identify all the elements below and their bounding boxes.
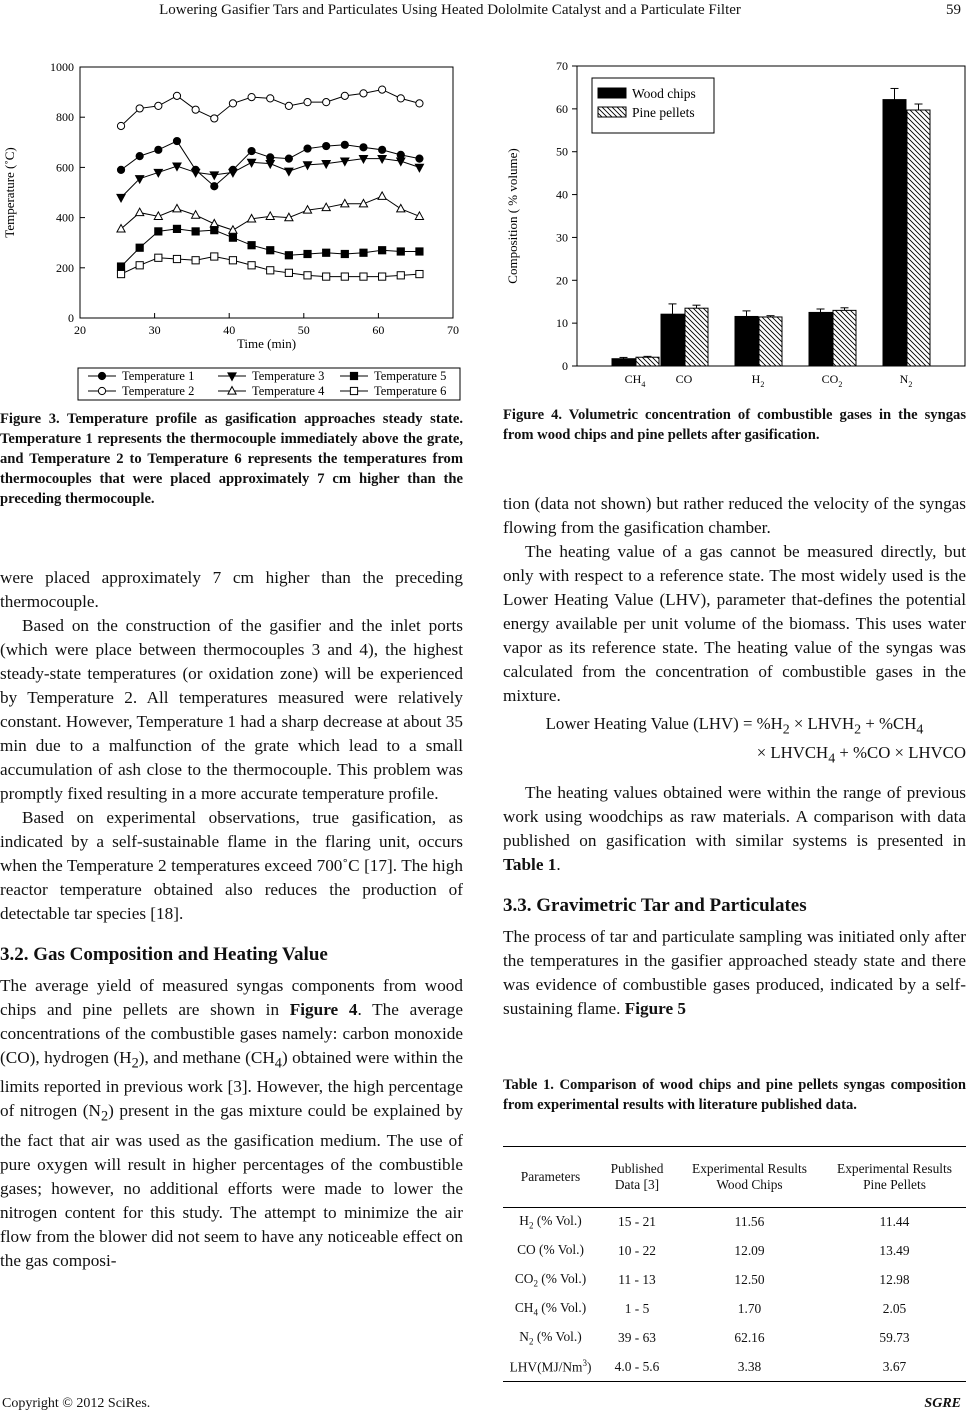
figure3-caption: Figure 3. Temperature profile as gasification approaches steady state. Temperature 1 represents the thermocouple immediately above the grate, and Temperature 2 to Temperature 6 represents the temperatures from thermocouples that were placed approximately 7 cm higher than the preceding thermocouple. bbox=[0, 411, 463, 507]
category-label: $N_2$ bbox=[899, 372, 913, 389]
table-row bbox=[503, 1353, 966, 1382]
series-3 bbox=[117, 156, 424, 202]
legend-label: Temperature 2 bbox=[122, 384, 195, 398]
x-tick-label: 60 bbox=[372, 323, 385, 337]
bar bbox=[833, 310, 856, 366]
paragraph: The heating values obtained were within the range of previous work using woodchips as raw materials. A comparison with data published on gasification with similar systems is presented in Table 1. bbox=[503, 782, 966, 874]
data-point bbox=[155, 254, 162, 261]
data-point bbox=[397, 248, 404, 255]
data-point bbox=[323, 99, 330, 106]
data-point bbox=[211, 253, 218, 260]
data-point bbox=[229, 100, 236, 107]
data-point bbox=[416, 155, 423, 162]
data-point bbox=[285, 168, 293, 176]
right-column bbox=[503, 492, 966, 1021]
page-header bbox=[0, 0, 969, 24]
data-point bbox=[378, 192, 386, 200]
legend-label: Wood chips bbox=[632, 86, 696, 101]
table-body bbox=[503, 1208, 966, 1382]
data-point bbox=[211, 183, 218, 190]
bar bbox=[661, 314, 684, 366]
cell-pine: 12.98 bbox=[879, 1272, 910, 1287]
data-point bbox=[266, 212, 274, 220]
data-point bbox=[136, 244, 143, 251]
legend-label: Temperature 3 bbox=[252, 369, 325, 383]
table-row bbox=[503, 1295, 966, 1324]
data-point bbox=[117, 166, 124, 173]
data-point bbox=[136, 208, 144, 216]
data-point bbox=[192, 228, 199, 235]
y-tick-label: 600 bbox=[56, 160, 74, 175]
bar bbox=[809, 312, 832, 366]
data-point bbox=[248, 147, 255, 154]
data-point bbox=[285, 252, 292, 259]
figure-reference[interactable]: Figure 4 bbox=[289, 1000, 358, 1019]
data-point bbox=[211, 115, 218, 122]
cell-wood: 3.38 bbox=[737, 1358, 762, 1374]
data-point bbox=[416, 270, 423, 277]
cell-published: 39 - 63 bbox=[618, 1330, 656, 1345]
section-heading: 3.2. Gas Composition and Heating Value bbox=[0, 944, 328, 965]
data-point bbox=[248, 262, 255, 269]
copyright: Copyright © 2012 SciRes. bbox=[2, 1396, 151, 1411]
data-point bbox=[210, 172, 218, 180]
y-axis-label: Composition ( % volume) bbox=[505, 148, 520, 284]
data-point bbox=[360, 249, 367, 256]
data-point bbox=[155, 102, 162, 109]
figure3-series bbox=[117, 86, 424, 280]
data-point bbox=[416, 248, 423, 255]
data-point bbox=[415, 164, 423, 172]
data-point bbox=[379, 247, 386, 254]
data-point bbox=[341, 273, 348, 280]
data-point bbox=[173, 225, 180, 232]
data-point bbox=[267, 154, 274, 161]
series-6 bbox=[117, 253, 423, 280]
y-tick-label: 40 bbox=[556, 187, 568, 202]
bar bbox=[759, 317, 782, 366]
y-tick-label: 1000 bbox=[50, 60, 74, 74]
data-point bbox=[304, 250, 311, 257]
data-point bbox=[341, 92, 348, 99]
data-point bbox=[397, 272, 404, 279]
data-point bbox=[397, 95, 404, 102]
data-point bbox=[173, 92, 180, 99]
cell-parameter: LHV(MJ/Nm$^3$) bbox=[509, 1358, 592, 1375]
data-point bbox=[173, 255, 180, 262]
table-row bbox=[503, 1208, 966, 1237]
data-point bbox=[323, 273, 330, 280]
header-pine: Experimental Results Pine Pellets bbox=[837, 1161, 952, 1192]
legend-label: Temperature 5 bbox=[374, 369, 447, 383]
table-reference[interactable]: Table 1 bbox=[503, 854, 557, 874]
data-point bbox=[397, 151, 404, 158]
figure3-chart bbox=[0, 55, 470, 405]
data-point bbox=[117, 263, 124, 270]
cell-pine: 3.67 bbox=[882, 1358, 907, 1374]
paragraph: tion (data not shown) but rather reduced the velocity of the syngas flowing from the gasification chamber. bbox=[503, 494, 966, 537]
data-point bbox=[155, 146, 162, 153]
data-point bbox=[117, 194, 125, 202]
data-point bbox=[379, 146, 386, 153]
data-point bbox=[350, 387, 357, 394]
data-point bbox=[397, 204, 405, 212]
data-point bbox=[304, 272, 311, 279]
y-axis-label: Temperature (˚C) bbox=[2, 147, 17, 238]
data-point bbox=[285, 155, 292, 162]
data-point bbox=[228, 387, 236, 395]
data-point bbox=[117, 224, 125, 232]
y-tick-label: 10 bbox=[556, 316, 568, 331]
cell-parameter: CO (% Vol.) bbox=[517, 1242, 584, 1258]
bar bbox=[735, 316, 758, 366]
data-point bbox=[192, 106, 199, 113]
cell-wood: 11.56 bbox=[734, 1214, 765, 1230]
cell-pine: 11.44 bbox=[879, 1214, 910, 1230]
data-point bbox=[136, 262, 143, 269]
figure3-legend bbox=[78, 368, 460, 400]
data-point bbox=[379, 273, 386, 280]
legend-label: Temperature 4 bbox=[252, 384, 325, 398]
table1 bbox=[503, 1146, 966, 1382]
data-point bbox=[285, 102, 292, 109]
data-point bbox=[341, 141, 348, 148]
x-tick-label: 20 bbox=[74, 323, 86, 337]
cell-published: 4.0 - 5.6 bbox=[614, 1358, 660, 1374]
data-point bbox=[360, 144, 367, 151]
table-row bbox=[503, 1266, 966, 1295]
y-tick-label: 0 bbox=[68, 311, 74, 325]
running-title: Lowering Gasifier Tars and Particulates Using Heated Dololmite Catalyst and a Particulate Filter bbox=[159, 2, 741, 18]
bar bbox=[636, 357, 659, 366]
section-heading: 3.3. Gravimetric Tar and Particulates bbox=[503, 894, 807, 916]
cell-parameter: $CO_2$ (% Vol.) bbox=[514, 1271, 587, 1289]
cell-wood: 62.16 bbox=[734, 1330, 765, 1345]
page-number: 59 bbox=[946, 2, 961, 18]
cell-published: 1 - 5 bbox=[624, 1301, 650, 1316]
data-point bbox=[267, 95, 274, 102]
data-point bbox=[228, 373, 236, 381]
data-point bbox=[304, 145, 311, 152]
cell-pine: 59.73 bbox=[879, 1330, 910, 1345]
data-point bbox=[323, 142, 330, 149]
bar bbox=[883, 100, 906, 366]
x-axis-label: Time (min) bbox=[236, 336, 297, 351]
y-tick-label: 400 bbox=[56, 210, 74, 225]
data-point bbox=[173, 204, 181, 212]
data-point bbox=[248, 94, 255, 101]
category-label: CO bbox=[675, 372, 693, 386]
data-point bbox=[304, 99, 311, 106]
data-point bbox=[136, 105, 143, 112]
y-tick-label: 50 bbox=[556, 144, 568, 159]
category-label: $CH_4$ bbox=[624, 372, 646, 389]
data-point bbox=[98, 387, 105, 394]
data-point bbox=[173, 137, 180, 144]
equation-line: × $LHVCH_4 + \%CO$ × LHVCO bbox=[756, 743, 966, 767]
legend-label: Pine pellets bbox=[632, 105, 695, 120]
figure4-caption: Figure 4. Volumetric concentration of combustible gases in the syngas from wood chips and pine pellets after gasification. bbox=[503, 407, 966, 443]
y-tick-label: 200 bbox=[56, 260, 74, 275]
data-point bbox=[248, 242, 255, 249]
cell-pine: 13.49 bbox=[879, 1243, 910, 1258]
paragraph: The average yield of measured syngas components from wood chips and pine pellets are shown in Figure 4. The average concentrations of the combustible gases namely: carbon monoxide (CO), hydrogen $(H_2)$, and methane $(CH_4)$ obtained were within the limits reported in previous work [3]. However, the high percentage of nitrogen $(N_2)$ present in the gas mixture could be explained by the fact that air was used as the gasification medium. The use of pure oxygen will result in higher percentages of the combustible gases; however, no additional efforts were made to lower the nitrogen content for this study. The attempt to minimize the air flow from the blower did not seem to have any noticeable effect on the gas composi- bbox=[0, 976, 464, 1270]
data-point bbox=[267, 267, 274, 274]
data-point bbox=[341, 199, 349, 207]
paragraph: The heating value of a gas cannot be measured directly, but only with respect to a reference state. The most widely used is the Lower Heating Value (LHV), parameter that-defines the potential energy available per unit volume of the biomass. This uses water vapor as its reference state. The heating value of the syngas was calculated from the concentration of combustible gases in the mixture. bbox=[503, 542, 966, 705]
category-label: $CO_2$ bbox=[821, 372, 843, 389]
series-4 bbox=[117, 192, 424, 233]
header-published: Published Data [3] bbox=[610, 1161, 664, 1192]
x-tick-label: 30 bbox=[148, 323, 161, 337]
cell-pine: 2.05 bbox=[882, 1301, 907, 1316]
cell-wood: 1.70 bbox=[737, 1301, 762, 1316]
paragraph: Based on the construction of the gasifier and the inlet ports (which were place between thermocouples 3 and 4), the highest steady-state temperatures (or oxidation zone) will be experienced by Temperature 2. All temperatures measured were relatively constant. However, Temperature 1 had a sharp decrease at about 35 min due to a malfunction of the grate which lead to a small accumulation of ash close to the thermocouple. This problem was promptly fixed resulting in a more accurate temperature profile. bbox=[0, 616, 463, 803]
category-label: $H_2$ bbox=[751, 372, 765, 389]
data-point bbox=[210, 219, 218, 227]
left-column bbox=[0, 566, 463, 1273]
paragraph: Based on experimental observations, true gasification, as indicated by a self-sustainable flame in the flaring unit, occurs when the Temperature 2 temperatures exceed 700˚C [17]. The high reactor temperature obtained also reduces the production of detectable tar species [18]. bbox=[0, 808, 463, 923]
data-point bbox=[229, 234, 236, 241]
data-point bbox=[117, 122, 124, 129]
equation-line: Lower Heating Value $(LHV) = \%H_2$ × $LHVH_2 + \%CH_4$ bbox=[545, 714, 924, 738]
y-tick-label: 20 bbox=[556, 273, 568, 288]
cell-published: 15 - 21 bbox=[618, 1214, 656, 1230]
figure4-chart bbox=[500, 55, 969, 400]
cell-published: 11 - 13 bbox=[618, 1272, 656, 1287]
y-tick-label: 70 bbox=[556, 59, 568, 73]
x-tick-label: 40 bbox=[223, 323, 236, 337]
bar bbox=[612, 359, 635, 366]
data-point bbox=[155, 228, 162, 235]
legend-swatch bbox=[598, 107, 626, 117]
cell-wood: 12.09 bbox=[734, 1243, 765, 1258]
data-point bbox=[192, 257, 199, 264]
journal-abbrev: SGRE bbox=[924, 1396, 961, 1411]
x-tick-label: 70 bbox=[447, 323, 459, 337]
legend-label: Temperature 1 bbox=[122, 369, 195, 383]
cell-parameter: $H_2$ (% Vol.) bbox=[519, 1213, 582, 1232]
table-row bbox=[503, 1237, 966, 1266]
paragraph: The process of tar and particulate sampling was initiated only after the temperatures in the gasifier approached steady state and there was evidence of combustible gases produced, indicated by a self-sustaining flame. Figure 5 bbox=[503, 926, 966, 1018]
data-point bbox=[379, 86, 386, 93]
y-tick-label: 0 bbox=[562, 359, 568, 373]
plot-frame bbox=[80, 67, 453, 318]
data-point bbox=[211, 227, 218, 234]
figure-reference[interactable]: Figure 5 bbox=[624, 998, 686, 1018]
paragraph: were placed approximately 7 cm higher than the preceding thermocouple. bbox=[0, 568, 463, 611]
figure4-legend bbox=[592, 78, 714, 133]
data-point bbox=[117, 270, 124, 277]
data-point bbox=[341, 250, 348, 257]
data-point bbox=[267, 247, 274, 254]
data-point bbox=[323, 249, 330, 256]
x-tick-label: 50 bbox=[297, 323, 310, 337]
series-5 bbox=[117, 225, 423, 270]
header-wood: Experimental Results Wood Chips bbox=[692, 1161, 807, 1192]
y-tick-label: 800 bbox=[56, 110, 74, 125]
bar bbox=[685, 308, 708, 366]
series-2 bbox=[117, 86, 423, 130]
data-point bbox=[360, 273, 367, 280]
table-header-row bbox=[503, 1147, 966, 1208]
cell-parameter: $N_2$ (% Vol.) bbox=[519, 1329, 582, 1347]
data-point bbox=[416, 100, 423, 107]
data-point bbox=[285, 269, 292, 276]
y-tick-label: 60 bbox=[556, 101, 568, 116]
table1-caption: Table 1. Comparison of wood chips and pine pellets syngas composition from experimental results with literature published data. bbox=[503, 1077, 966, 1113]
data-point bbox=[350, 372, 357, 379]
legend-label: Temperature 6 bbox=[374, 384, 447, 398]
data-point bbox=[360, 90, 367, 97]
header-parameters: Parameters bbox=[520, 1169, 581, 1184]
data-point bbox=[136, 153, 143, 160]
cell-wood: 12.50 bbox=[734, 1272, 765, 1287]
data-point bbox=[98, 372, 105, 379]
cell-parameter: $CH_4$ (% Vol.) bbox=[514, 1300, 587, 1318]
cell-published: 10 - 22 bbox=[618, 1243, 656, 1258]
data-point bbox=[229, 257, 236, 264]
table-row bbox=[503, 1324, 966, 1353]
bar bbox=[907, 110, 930, 366]
legend-swatch bbox=[598, 88, 626, 98]
y-tick-label: 30 bbox=[556, 230, 568, 245]
